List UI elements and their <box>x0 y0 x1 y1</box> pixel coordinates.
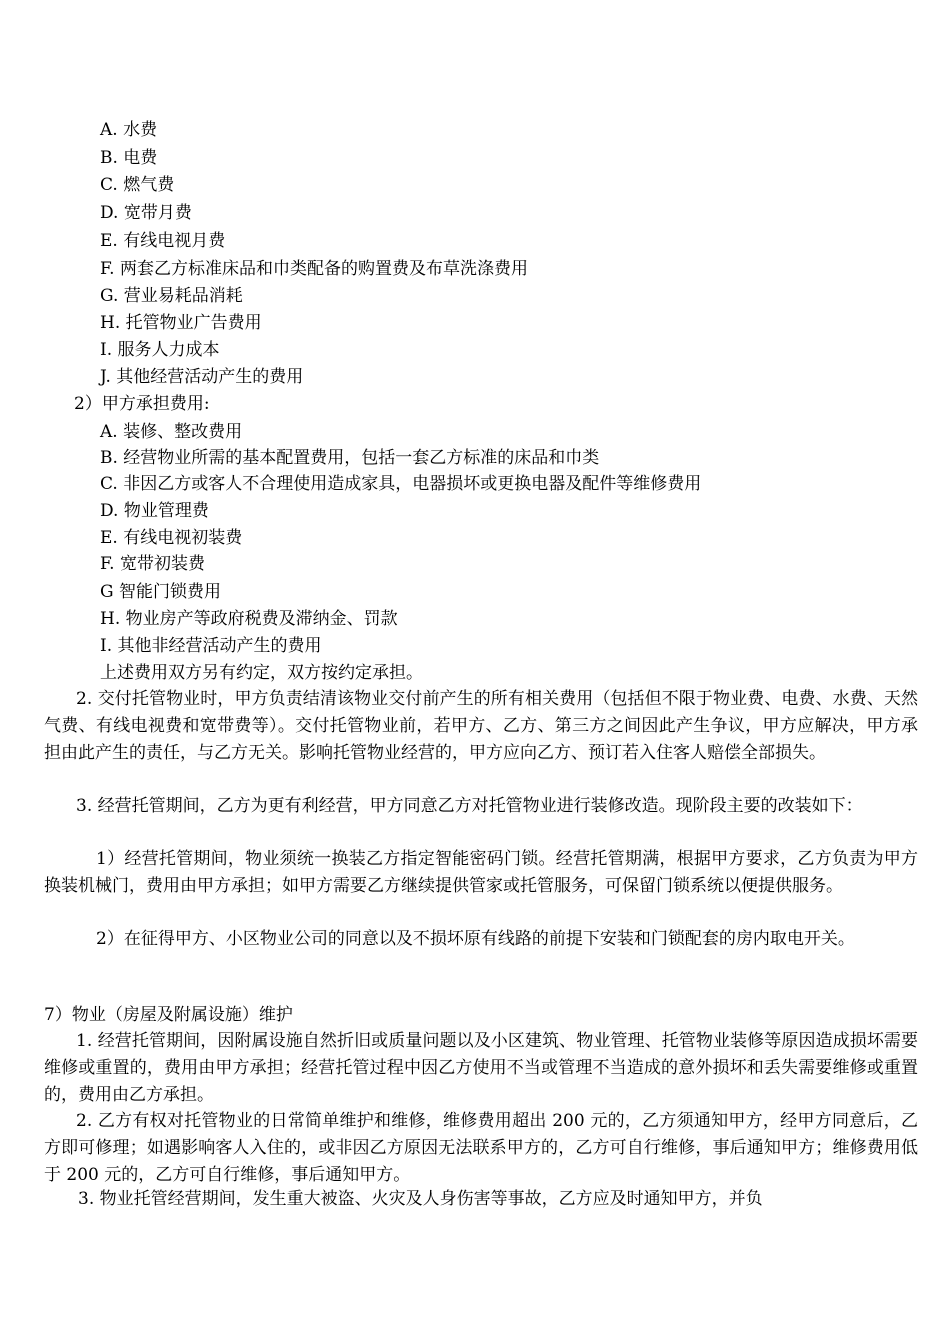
clause-3-2-paragraph: 2）在征得甲方、小区物业公司的同意以及不损坏原有线路的前提下安装和门锁配套的房内取电开关。 <box>96 929 855 949</box>
fee-item-i: I. 服务人力成本 <box>100 340 220 360</box>
party-a-item-f: F. 宽带初装费 <box>100 554 205 574</box>
fee-item-c: C. 燃气费 <box>100 175 175 195</box>
fee-item-d: D. 宽带月费 <box>100 203 192 223</box>
maintenance-clause-3: 3. 物业托管经营期间，发生重大被盗、火灾及人身伤害等事故，乙方应及时通知甲方，并负 <box>78 1189 763 1209</box>
fee-item-g: G. 营业易耗品消耗 <box>100 286 243 306</box>
party-a-costs-heading: 2）甲方承担费用: <box>74 394 210 414</box>
fee-item-b: B. 电费 <box>100 148 158 168</box>
maintenance-clause-1: 1. 经营托管期间，因附属设施自然折旧或质量问题以及小区建筑、物业管理、托管物业装修等原因造成损坏需要维修或重置的，费用由甲方承担；经营托管过程中因乙方使用不当或管理不当造成的意外损坏和丢失需要维修或重置的，费用由乙方承担。 <box>44 1031 918 1105</box>
party-a-item-d: D. 物业管理费 <box>100 501 209 521</box>
clause-2-paragraph: 2. 交付托管物业时，甲方负责结清该物业交付前产生的所有相关费用（包括但不限于物业费、电费、水费、天然气费、有线电视费和宽带费等）。交付托管物业前，若甲方、乙方、第三方之间因此产生争议，甲方应解决，甲方承担由此产生的责任，与乙方无关。影响托管物业经营的，甲方应向乙方、预订若入住客人赔偿全部损失。 <box>44 689 918 763</box>
party-a-item-a: A. 装修、整改费用 <box>100 422 243 442</box>
maintenance-clause-2: 2. 乙方有权对托管物业的日常简单维护和维修，维修费用超出 200 元的，乙方须通知甲方，经甲方同意后，乙方即可修理；如遇影响客人入住的，或非因乙方原因无法联系甲方的，乙方可自行维修，事后通知甲方；维修费用低于 200 元的，乙方可自行维修，事后通知甲方。 <box>44 1111 918 1185</box>
fee-item-f: F. 两套乙方标准床品和巾类配备的购置费及布草洗涤费用 <box>100 259 528 279</box>
party-a-item-e: E. 有线电视初装费 <box>100 528 243 548</box>
party-a-item-b: B. 经营物业所需的基本配置费用，包括一套乙方标准的床品和巾类 <box>100 448 600 468</box>
party-a-item-h: H. 物业房产等政府税费及滞纳金、罚款 <box>100 609 398 629</box>
party-a-item-i: I. 其他非经营活动产生的费用 <box>100 636 322 656</box>
party-a-item-c: C. 非因乙方或客人不合理使用造成家具，电器损坏或更换电器及配件等维修费用 <box>100 474 702 494</box>
fee-item-h: H. 托管物业广告费用 <box>100 313 262 333</box>
clause-3-paragraph: 3. 经营托管期间，乙方为更有利经营，甲方同意乙方对托管物业进行装修改造。现阶段主要的改装如下： <box>76 796 863 816</box>
fee-item-e: E. 有线电视月费 <box>100 231 226 251</box>
party-a-item-g: G 智能门锁费用 <box>100 582 221 602</box>
fee-item-j: J. 其他经营活动产生的费用 <box>100 367 304 387</box>
fee-item-a: A. 水费 <box>100 120 158 140</box>
agreement-note: 上述费用双方另有约定，双方按约定承担。 <box>100 663 423 683</box>
maintenance-section-heading: 7）物业（房屋及附属设施）维护 <box>44 1005 293 1025</box>
clause-3-1-paragraph: 1）经营托管期间，物业须统一换装乙方指定智能密码门锁。经营托管期满，根据甲方要求，乙方负责为甲方换装机械门，费用由甲方承担；如甲方需要乙方继续提供管家或托管服务，可保留门锁系统以便提供服务。 <box>44 849 918 896</box>
